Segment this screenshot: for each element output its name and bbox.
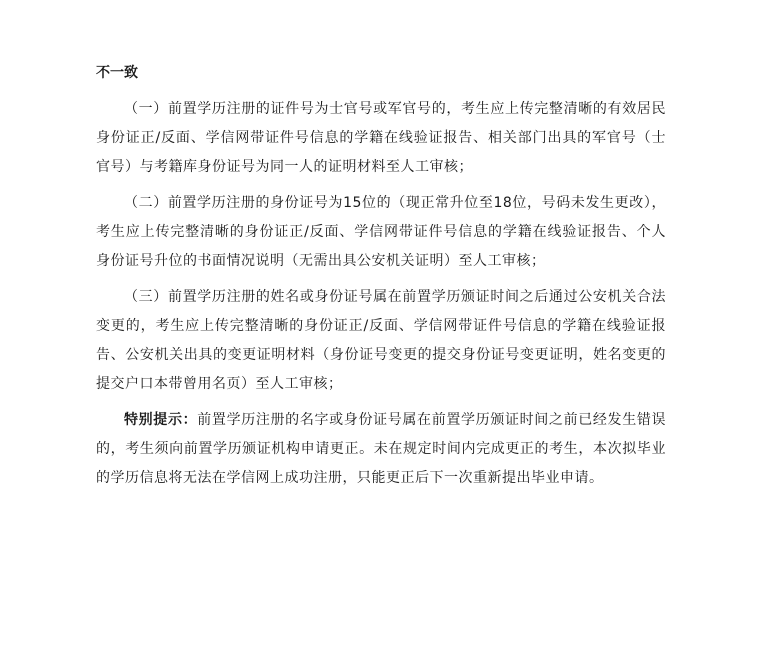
special-notice-text: 前置学历注册的名字或身份证号属在前置学历颁证时间之前已经发生错误的，考生须向前置学历颁证机构申请更正。未在规定时间内完成更正的考生，本次拟毕业的学历信息将无法在学信网上成功注册，只能更正后下一次重新提出毕业申请。 <box>96 412 666 486</box>
special-notice <box>96 406 666 493</box>
document-body <box>96 58 666 500</box>
paragraph-3: （三）前置学历注册的姓名或身份证号属在前置学历颁证时间之后通过公安机关合法变更的，考生应上传完整清晰的身份证正/反面、学信网带证件号信息的学籍在线验证报告、公安机关出具的变更证明材料（身份证号变更的提交身份证号变更证明，姓名变更的提交户口本带曾用名页）至人工审核； <box>96 289 666 392</box>
paragraph-1: （一）前置学历注册的证件号为士官号或军官号的，考生应上传完整清晰的有效居民身份证正/反面、学信网带证件号信息的学籍在线验证报告、相关部门出具的军官号（士官号）与考籍库身份证号为同一人的证明材料至人工审核； <box>96 101 666 175</box>
paragraph-2: （二）前置学历注册的身份证号为15位的（现正常升位至18位，号码未发生更改），考生应上传完整清晰的身份证正/反面、学信网带证件号信息的学籍在线验证报告、个人身份证号升位的书面情况说明（无需出具公安机关证明）至人工审核； <box>96 195 666 269</box>
special-notice-label: 特别提示： <box>124 412 198 428</box>
section-heading: 不一致 <box>96 65 138 81</box>
